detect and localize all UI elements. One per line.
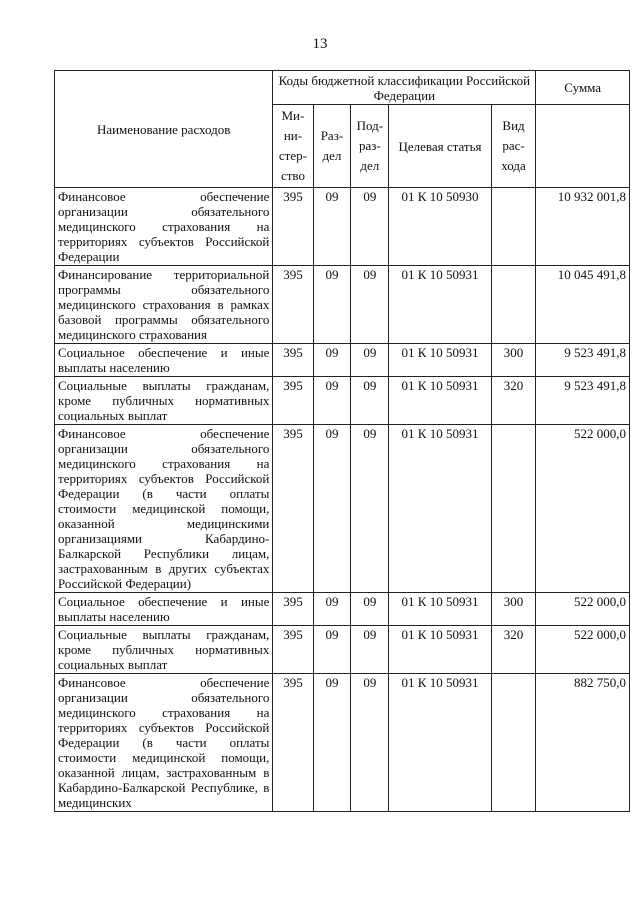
header-target: Целевая статья — [389, 105, 492, 188]
row-expense-type: 300 — [491, 593, 536, 626]
row-target: 01 К 10 50931 — [389, 266, 492, 344]
row-target: 01 К 10 50931 — [389, 674, 492, 812]
table-body — [55, 188, 630, 812]
row-sum: 9 523 491,8 — [536, 377, 630, 425]
row-expense-type: 320 — [491, 377, 536, 425]
row-target: 01 К 10 50931 — [389, 626, 492, 674]
row-expense-type — [491, 188, 536, 266]
row-subsection: 09 — [351, 188, 389, 266]
header-subsection: Подраздел — [351, 105, 389, 188]
header-sum: Сумма — [536, 71, 630, 105]
row-sum: 522 000,0 — [536, 593, 630, 626]
header-expense-type: Вид расхода — [491, 105, 536, 188]
table-row — [55, 377, 630, 425]
table-row — [55, 626, 630, 674]
row-expense-type: 320 — [491, 626, 536, 674]
table-row — [55, 425, 630, 593]
table-row — [55, 344, 630, 377]
table-row — [55, 188, 630, 266]
row-ministry: 395 — [273, 425, 313, 593]
row-ministry: 395 — [273, 377, 313, 425]
row-target: 01 К 10 50931 — [389, 425, 492, 593]
row-section: 09 — [313, 344, 351, 377]
row-subsection: 09 — [351, 626, 389, 674]
row-section: 09 — [313, 674, 351, 812]
row-ministry: 395 — [273, 593, 313, 626]
row-name: Финансовое обеспечение организации обязательного медицинского страхования на территориях субъектов Российской Федерации — [55, 188, 273, 266]
row-target: 01 К 10 50931 — [389, 344, 492, 377]
table-row — [55, 593, 630, 626]
row-sum: 522 000,0 — [536, 425, 630, 593]
row-subsection: 09 — [351, 425, 389, 593]
row-ministry: 395 — [273, 344, 313, 377]
row-expense-type — [491, 425, 536, 593]
row-section: 09 — [313, 188, 351, 266]
row-name: Финансовое обеспечение организации обязательного медицинского страхования на территориях субъектов Российской Федерации (в части оплаты стоимости медицинской помощи, оказанной лицам, застрахованным в Кабардино-Балкарской Республике, в медицинских — [55, 674, 273, 812]
row-sum: 9 523 491,8 — [536, 344, 630, 377]
table-row — [55, 266, 630, 344]
row-section: 09 — [313, 425, 351, 593]
row-ministry: 395 — [273, 266, 313, 344]
row-sum: 10 045 491,8 — [536, 266, 630, 344]
row-expense-type — [491, 266, 536, 344]
header-name: Наименование расходов — [55, 71, 273, 188]
row-sum: 10 932 001,8 — [536, 188, 630, 266]
row-name: Социальное обеспечение и иные выплаты населению — [55, 593, 273, 626]
row-subsection: 09 — [351, 344, 389, 377]
row-ministry: 395 — [273, 188, 313, 266]
budget-table — [54, 70, 630, 812]
table-row — [55, 674, 630, 812]
page-number: 13 — [312, 36, 328, 52]
row-target: 01 К 10 50930 — [389, 188, 492, 266]
header-sum-blank — [536, 105, 630, 188]
row-ministry: 395 — [273, 626, 313, 674]
row-section: 09 — [313, 593, 351, 626]
row-name: Социальные выплаты гражданам, кроме публичных нормативных социальных выплат — [55, 626, 273, 674]
row-sum: 882 750,0 — [536, 674, 630, 812]
row-subsection: 09 — [351, 266, 389, 344]
row-subsection: 09 — [351, 593, 389, 626]
row-expense-type: 300 — [491, 344, 536, 377]
row-ministry: 395 — [273, 674, 313, 812]
row-name: Социальные выплаты гражданам, кроме публичных нормативных социальных выплат — [55, 377, 273, 425]
header-section: Раздел — [313, 105, 351, 188]
row-subsection: 09 — [351, 674, 389, 812]
row-name: Финансирование территориальной программы обязательного медицинского страхования в рамках базовой программы обязательного медицинского страхования — [55, 266, 273, 344]
row-name: Социальное обеспечение и иные выплаты населению — [55, 344, 273, 377]
row-target: 01 К 10 50931 — [389, 377, 492, 425]
row-section: 09 — [313, 377, 351, 425]
row-sum: 522 000,0 — [536, 626, 630, 674]
header-codes-group: Коды бюджетной классификации Российской Федерации — [273, 71, 536, 105]
budget-table-container — [54, 70, 630, 905]
row-section: 09 — [313, 266, 351, 344]
header-ministry: Министерство — [273, 105, 313, 188]
row-expense-type — [491, 674, 536, 812]
row-section: 09 — [313, 626, 351, 674]
row-subsection: 09 — [351, 377, 389, 425]
row-target: 01 К 10 50931 — [389, 593, 492, 626]
row-name: Финансовое обеспечение организации обязательного медицинского страхования на территориях субъектов Российской Федерации (в части оплаты стоимости медицинской помощи, оказанной медицинскими организациями Кабардино-Балкарской Республики лицам, застрахованным в других субъектах Российской Федерации) — [55, 425, 273, 593]
